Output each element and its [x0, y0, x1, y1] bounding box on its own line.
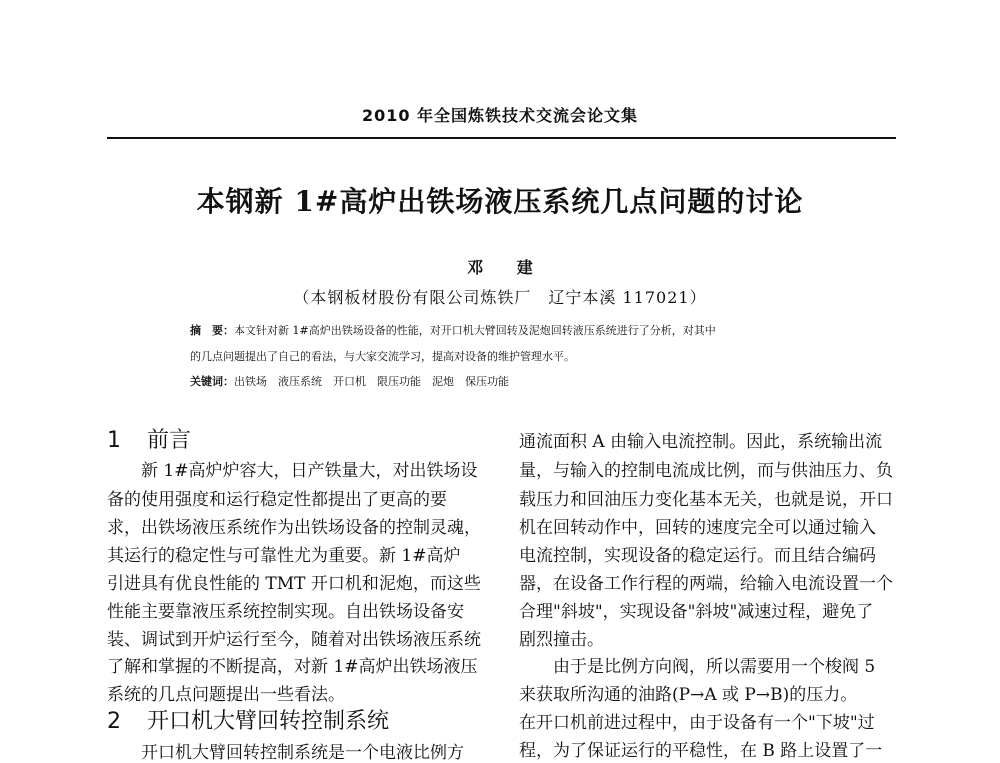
header-rule: [107, 137, 896, 139]
abstract-line-1: [190, 322, 716, 338]
body-line: 机在回转动作中，回转的速度完全可以通过输入: [519, 518, 876, 538]
body-line: 其运行的稳定性与可靠性尤为重要。新 1#高炉: [107, 546, 461, 566]
body-line: 量，与输入的控制电流成比例，而与供油压力、负: [519, 461, 893, 481]
body-line: 剧烈撞击。: [519, 630, 604, 650]
section-heading-1: [107, 423, 487, 454]
abstract-text-1: 本文针对新 1#高炉出铁场设备的性能，对开口机大臂回转及泥炮回转液压系统进行了分析，对其中: [234, 324, 716, 337]
body-line: 在开口机前进过程中，由于设备有一个"下坡"过: [519, 713, 875, 733]
keywords-line: [190, 373, 509, 389]
body-line: 了解和掌握的不断提高，对新 1#高炉出铁场液压: [107, 657, 478, 677]
body-line: 性能主要靠液压系统控制实现。自出铁场设备安: [107, 602, 464, 622]
body-line: 开口机大臂回转控制系统是一个电液比例方: [107, 743, 464, 763]
body-line: 求，出铁场液压系统作为出铁场设备的控制灵魂，: [107, 518, 481, 538]
section-title-2: 开口机大臂回转控制系统: [147, 709, 390, 734]
body-line: 电流控制，实现设备的稳定运行。而且结合编码: [519, 546, 876, 566]
abstract-label: 摘 要：: [190, 324, 234, 337]
author-affiliation: （本钢板材股份有限公司炼铁厂 辽宁本溪 117021）: [293, 288, 707, 307]
body-line: 备的使用强度和运行稳定性都提出了更高的要: [107, 490, 447, 510]
proceedings-header: 2010 年全国炼铁技术交流会论文集: [361, 106, 639, 125]
section-heading-2: [107, 704, 487, 735]
section-title-1: 前言: [147, 428, 192, 453]
body-line: 新 1#高炉炉容大，日产铁量大，对出铁场设: [107, 461, 478, 481]
body-line: 引进具有优良性能的 TMT 开口机和泥炮，而这些: [107, 574, 481, 594]
body-line: 载压力和回油压力变化基本无关，也就是说，开口: [519, 490, 893, 510]
author-name: 邓 建: [467, 258, 547, 277]
abstract-line-2: 的几点问题提出了自己的看法，与大家交流学习，提高对设备的维护管理水平。: [190, 350, 575, 363]
section-number-1: 1: [107, 428, 121, 453]
body-line: 程，为了保证运行的平稳性，在 B 路上设置了一: [519, 741, 883, 761]
section-number-2: 2: [107, 709, 121, 734]
paper-title: 本钢新 1#高炉出铁场液压系统几点问题的讨论: [196, 185, 804, 218]
body-line: 通流面积 A 由输入电流控制。因此，系统输出流: [519, 432, 883, 452]
body-line: 装、调试到开炉运行至今，随着对出铁场液压系统: [107, 630, 481, 650]
body-line: 来获取所沟通的油路(P→A 或 P→B)的压力。: [519, 685, 858, 705]
body-line: 器，在设备工作行程的两端，给输入电流设置一个: [519, 574, 893, 594]
body-line: 由于是比例方向阀，所以需要用一个梭阀 5: [519, 657, 876, 677]
keywords-label: 关键词：: [190, 375, 234, 388]
body-line: 合理"斜坡"，实现设备"斜坡"减速过程，避免了: [519, 602, 874, 622]
body-line: 系统的几点问题提出一些看法。: [107, 685, 345, 705]
keywords-text: 出铁场 液压系统 开口机 限压功能 泥炮 保压功能: [234, 375, 509, 388]
